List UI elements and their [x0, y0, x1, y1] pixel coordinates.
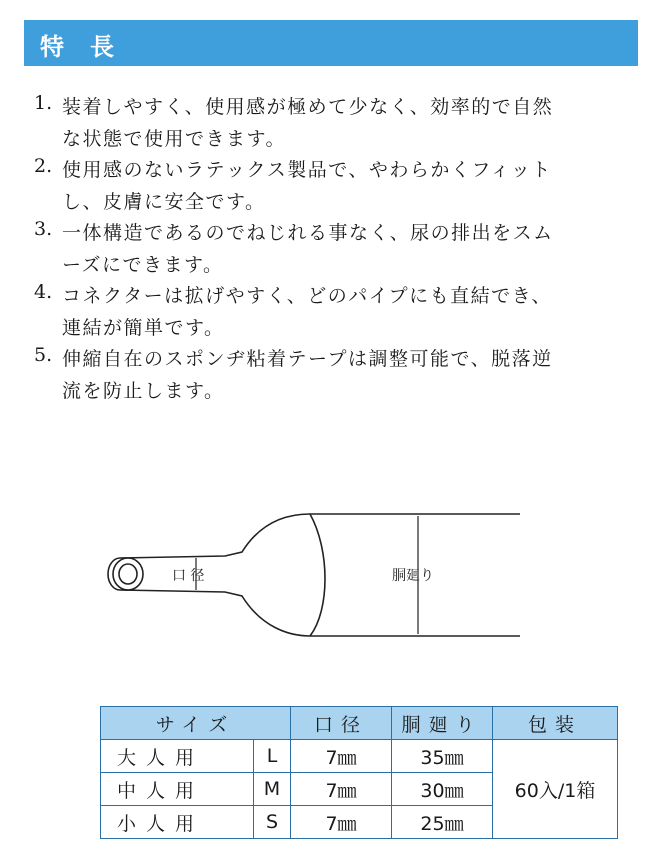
diagram-mouth-hole	[119, 564, 137, 584]
feature-text-line: 一体構造であるのでねじれる事なく、尿の排出をスム	[62, 222, 554, 244]
header-pack: 包装	[493, 707, 618, 740]
feature-item	[34, 155, 644, 218]
feature-number: 1.	[34, 92, 53, 114]
table-header-row	[101, 707, 618, 740]
diagram-mouth-ring	[113, 558, 143, 590]
table-row	[101, 740, 618, 773]
feature-text-line: 装着しやすく、使用感が極めて少なく、効率的で自然	[62, 96, 554, 118]
feature-text-line: な状態で使用できます。	[62, 127, 286, 150]
feature-list	[34, 92, 644, 407]
mouth-cell: 7㎜	[291, 773, 392, 806]
diagram-body-curve	[310, 514, 325, 636]
size-code-cell: M	[254, 773, 291, 806]
feature-number: 5.	[34, 344, 53, 366]
mouth-cell: 7㎜	[291, 740, 392, 773]
size-code-cell: L	[254, 740, 291, 773]
body-circumference-label: 胴廻り	[392, 568, 434, 584]
size-code-cell: S	[254, 806, 291, 839]
body-cell: 25㎜	[392, 806, 493, 839]
header-mouth: 口径	[291, 707, 392, 740]
size-name-cell: 中人用	[101, 773, 254, 806]
body-cell: 35㎜	[392, 740, 493, 773]
mouth-cell: 7㎜	[291, 806, 392, 839]
section-title: 特長	[40, 33, 140, 61]
product-diagram	[100, 500, 540, 670]
header-body: 胴廻り	[392, 707, 493, 740]
feature-text-line: コネクターは拡げやすく、どのパイプにも直結でき、	[62, 285, 552, 307]
size-name-cell: 大人用	[101, 740, 254, 773]
feature-item	[34, 218, 644, 281]
feature-text-line: し、皮膚に安全です。	[62, 190, 266, 213]
header-size: サイズ	[101, 707, 291, 740]
feature-text-line: 伸縮自在のスポンヂ粘着テープは調整可能で、脱落逆	[62, 348, 553, 370]
feature-text-line: 流を防止します。	[62, 379, 225, 402]
section-header	[24, 20, 638, 66]
mouth-diameter-label: 口 径	[172, 568, 205, 584]
feature-number: 3.	[34, 218, 53, 240]
feature-text-line: 連結が簡単です。	[62, 316, 225, 339]
feature-number: 2.	[34, 155, 53, 177]
feature-number: 4.	[34, 281, 53, 303]
feature-text-line: ーズにできます。	[62, 253, 224, 276]
size-table	[100, 706, 618, 839]
feature-item	[34, 344, 644, 407]
pack-cell: 60入/1箱	[493, 740, 618, 839]
feature-item	[34, 281, 644, 344]
feature-text-line: 使用感のないラテックス製品で、やわらかくフィット	[62, 159, 552, 181]
size-name-cell: 小人用	[101, 806, 254, 839]
body-cell: 30㎜	[392, 773, 493, 806]
feature-item	[34, 92, 644, 155]
